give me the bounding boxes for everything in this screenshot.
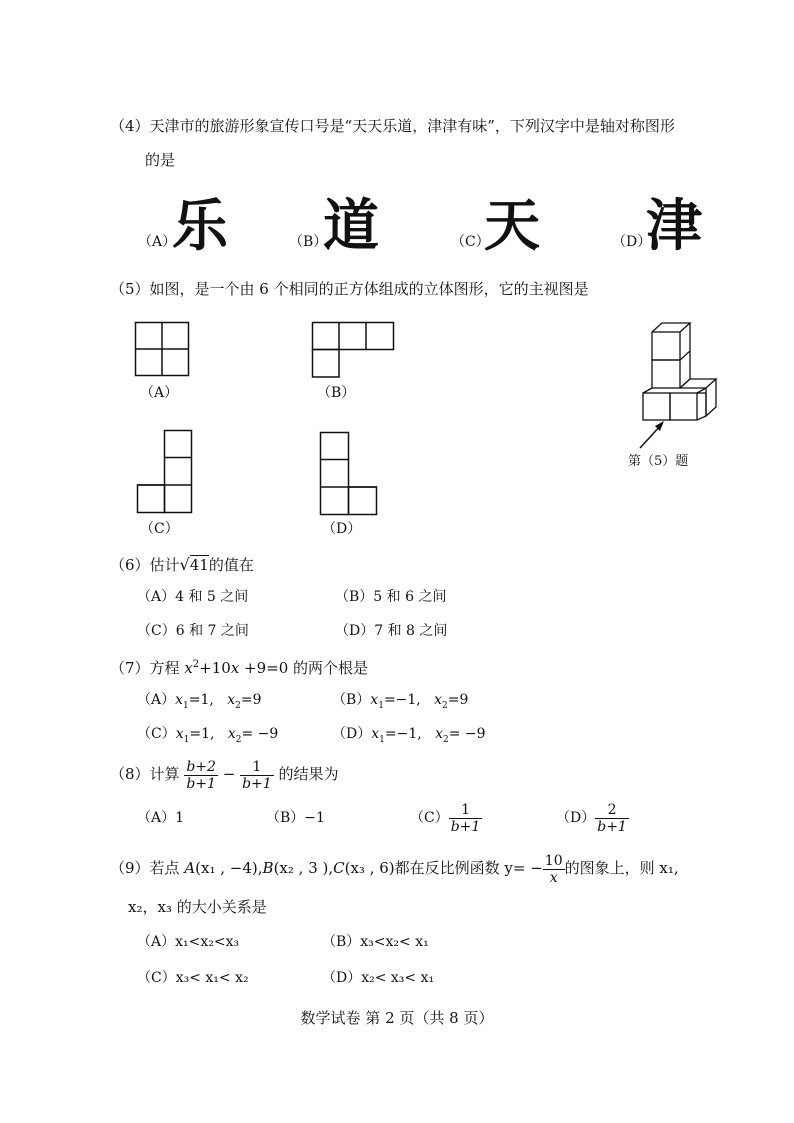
q5-solid-figure <box>620 318 730 454</box>
q4-option-a-char: 乐 <box>172 194 228 259</box>
q8-option-b <box>266 808 325 828</box>
q9-fraction <box>543 853 565 886</box>
q5-option-c-figure <box>137 430 193 514</box>
q8-option-b-value: −1 <box>304 810 325 826</box>
q8-option-c-den: b+1 <box>450 818 481 835</box>
q5-figure-caption: 第（5）题 <box>628 454 689 469</box>
q7-option-d: $(D)x_1=-1$, $x_2= -9$ <box>332 726 486 745</box>
q8-f1-num: b+2 <box>186 758 216 775</box>
q9-point-a: A <box>184 859 196 877</box>
q6-option-a: （A）4 和 5 之间 <box>137 589 249 605</box>
q7-stem-prefix: （7）方程 <box>110 659 185 677</box>
q8-fraction-2 <box>240 759 274 792</box>
q5-option-b-label: （B） <box>317 385 356 401</box>
q7-option-a-label: （A） <box>137 692 176 708</box>
q4-option-b-label: （B） <box>289 234 328 250</box>
q9-stem-line2: x₂，x₃ 的大小关系是 <box>128 898 267 916</box>
q7-var-x: x <box>184 659 193 677</box>
q5-option-a-figure <box>135 322 189 376</box>
q8-option-d <box>556 800 629 836</box>
q4-option-a-label: （A） <box>138 234 177 250</box>
q8-option-d-den: b+1 <box>597 818 627 835</box>
q6-stem-suffix: 的值在 <box>208 556 254 574</box>
q4-option-b-char: 道 <box>323 194 379 259</box>
q9-option-d: （D）x₂< x₃< x₁ <box>322 970 435 986</box>
q8-option-c-fraction <box>449 802 483 835</box>
q5-option-b-figure <box>312 322 394 378</box>
q8-f2-den: b+1 <box>242 775 272 792</box>
q6-stem-prefix: （6）估计 <box>110 556 180 574</box>
q4-option-c-char: 天 <box>484 194 540 259</box>
q7-option-c-label: （C） <box>137 726 176 742</box>
q9-point-b-coords: (x₂ , 3 ), <box>273 859 334 877</box>
q5-option-c-label: （C） <box>140 521 179 537</box>
q6-radicand: 41 <box>189 556 209 574</box>
q8-stem <box>110 756 338 792</box>
sqrt-sign-icon: √ <box>179 555 190 574</box>
q8-option-a <box>137 808 184 828</box>
q9-f-den: x <box>549 869 558 886</box>
q7-option-d-label: （D） <box>332 726 372 742</box>
q6-option-c: （C）6 和 7 之间 <box>137 623 249 639</box>
q5-option-a-label: （A） <box>140 385 179 401</box>
q7-option-b-label: （B） <box>332 692 371 708</box>
q9-stem-end: 的图象上，则 x₁, <box>564 859 679 877</box>
q7-option-d-x2: = −9 <box>448 726 486 742</box>
q4-option-d-char: 津 <box>646 194 702 259</box>
q8-option-c <box>410 800 482 836</box>
q7-var-x2: x <box>230 659 240 677</box>
q9-option-c: （C）x₃< x₁< x₂ <box>137 970 249 986</box>
q8-option-a-label: （A） <box>137 810 176 826</box>
q8-stem-prefix: （8）计算 <box>110 765 180 783</box>
q9-stem-prefix: （9）若点 <box>110 859 185 877</box>
q4-option-c-label: （C） <box>451 234 490 250</box>
q6-stem <box>110 555 254 575</box>
q8-option-a-value: 1 <box>175 810 185 826</box>
q5-stem: （5）如图，是一个由 6 个相同的正方体组成的立体图形，它的主视图是 <box>110 280 589 298</box>
q7-option-a: $(A)x_1=1$, $x_2=9$ <box>137 692 262 711</box>
q7-option-c: $(C)x_1=1$, $x_2= -9$ <box>137 726 279 745</box>
q7-stem-mid: +10 <box>199 659 231 677</box>
q8-stem-suffix: 的结果为 <box>278 765 339 783</box>
q7-stem <box>110 655 368 678</box>
page-footer: 数学试卷 第 2 页（共 8 页） <box>300 1009 494 1027</box>
q7-option-c-x2: = −9 <box>241 726 279 742</box>
q8-option-c-num: 1 <box>449 802 483 819</box>
q9-stem-mid: 都在反比例函数 y= − <box>394 859 543 877</box>
q9-option-b: （B）x₃<x₂< x₁ <box>322 934 429 950</box>
q4-option-d-label: （D） <box>612 234 652 250</box>
q8-f1-den: b+1 <box>186 775 216 792</box>
q8-f2-num: 1 <box>240 759 274 776</box>
q9-point-c-coords: (x₃ , 6) <box>344 859 395 877</box>
q7-option-a-x2: =9 <box>240 692 262 708</box>
q5-option-d-figure <box>320 432 378 516</box>
q5-option-d-label: （D） <box>322 521 362 537</box>
q7-option-b-x1: =−1, <box>383 692 421 708</box>
q9-stem-line1 <box>110 850 679 886</box>
q9-option-a: （A）x₁<x₂<x₃ <box>137 934 240 950</box>
q4-stem-line2: 的是 <box>145 151 176 169</box>
q7-option-a-x1: =1, <box>188 692 214 708</box>
q7-exponent: 2 <box>192 659 200 670</box>
q8-option-d-label: （D） <box>556 810 596 826</box>
q9-point-c: C <box>333 859 345 877</box>
q8-option-d-fraction <box>595 802 629 835</box>
q7-option-d-x1: =−1, <box>384 726 422 742</box>
q7-stem-end: +9=0 的两个根是 <box>239 659 369 677</box>
q8-minus: − <box>222 765 236 783</box>
q7-option-b: $(B)x_1=-1$, $x_2=9$ <box>332 692 469 711</box>
q9-point-a-coords: (x₁ , −4), <box>195 859 263 877</box>
q7-option-c-x1: =1, <box>189 726 215 742</box>
q6-option-d: （D）7 和 8 之间 <box>335 623 448 639</box>
q8-option-b-label: （B） <box>266 810 305 826</box>
q7-option-b-x2: =9 <box>447 692 469 708</box>
q9-f-num: 10 <box>544 852 563 869</box>
q6-option-b: （B）5 和 6 之间 <box>335 589 447 605</box>
q8-option-c-label: （C） <box>410 810 449 826</box>
q4-stem-line1: （4）天津市的旅游形象宣传口号是“天天乐道，津津有味”，下列汉字中是轴对称图形 <box>110 117 675 135</box>
q8-fraction-1 <box>184 759 218 792</box>
q9-point-b: B <box>262 859 274 877</box>
q8-option-d-num: 2 <box>595 802 629 819</box>
